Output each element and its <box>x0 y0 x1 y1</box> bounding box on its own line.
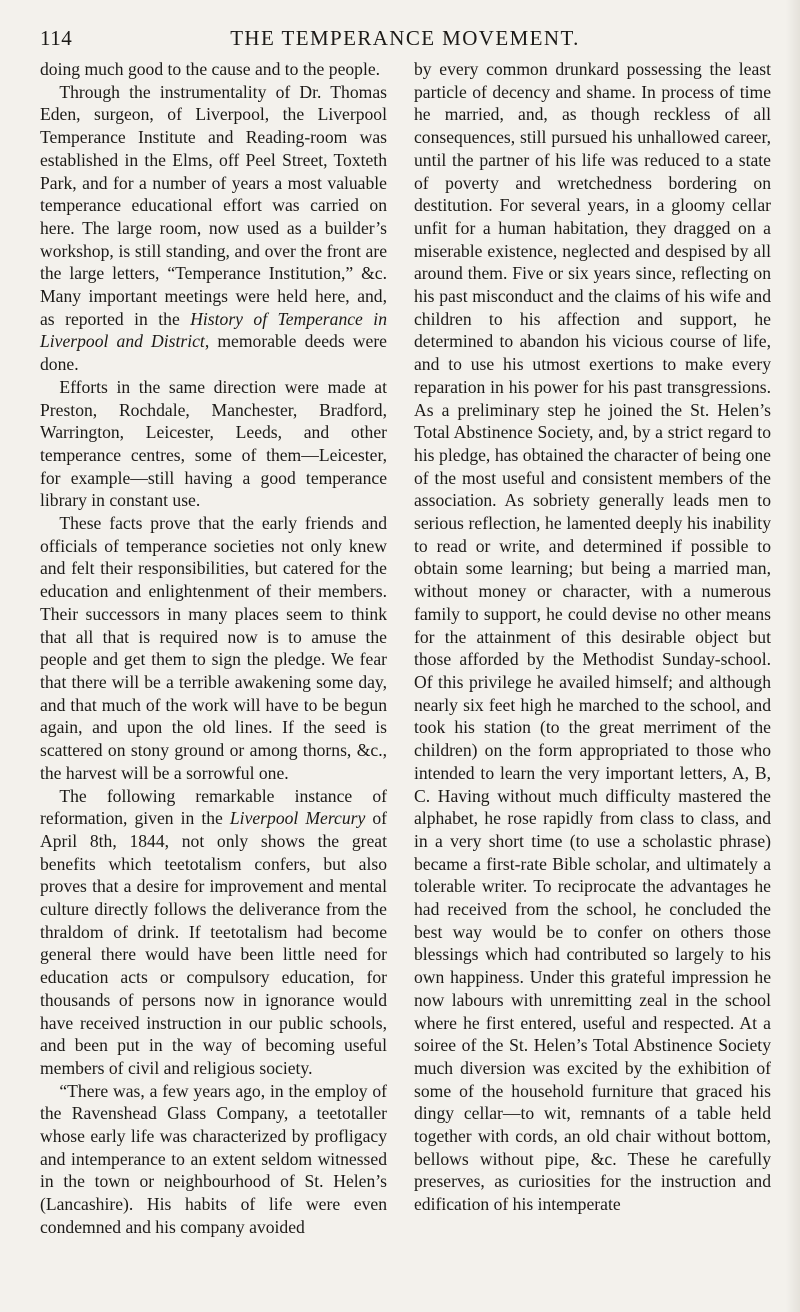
page-edge-shadow <box>786 0 800 1312</box>
left-column <box>40 58 387 1239</box>
text-run: of April 8th, 1844, not only shows the great benefits which teetotalism confers, but also proves that a desire for improvement and mental culture directly follows the deliverance from the thraldom of drink. If teetotalism had become general there would have been little need for education acts or compulsory education, for thousands of persons now in ignorance would have received instruction in our public schools, and been put in the way of becoming useful members of civil and religious society. <box>40 808 387 1078</box>
book-title-italic: History of Temperance in Liverpool and District <box>40 308 387 352</box>
paragraph: “There was, a few years ago, in the employ of the Ravenshead Glass Company, a teetotaller whose early life was characterized by profligacy and intemperance to an extent seldom witnessed in the town or neighbourhood of St. Helen’s (Lancashire). His habits of life were even condemned and his company avoided <box>40 1080 387 1237</box>
paragraph: by every common drunkard possessing the least particle of decency and shame. In process of time he married, and, as though reckless of all consequences, still pursued his unhallowed career, until the partner of his life was reduced to a state of poverty and wretchedness bordering on destitution. For several years, in a gloomy cellar unfit for a human habitation, they dragged on a miserable existence, neglected and despised by all around them. Five or six years since, reflecting on his past misconduct and the claims of his wife and children to his affection and support, he determined to abandon his vicious course of life, and to use his utmost exertions to make every reparation in his power for his past transgressions. As a preliminary step he joined the St. Helen’s Total Abstinence Society, and, by a strict regard to his pledge, has obtained the character of being one of the most useful and consistent members of the association. As sobriety generally leads men to serious reflection, he lamented deeply his inability to read or write, and determined if possible to obtain some learning; but being a married man, without money or character, with a numerous family to support, he could devise no other means for the attainment of this desirable object but those afforded by the Methodist Sunday-school. Of this privilege he availed himself; and although nearly six feet high he marched to the school, and took his station (to the great merriment of the children) on the form appropriated to those who intended to learn the very important letters, A, B, C. Having without much difficulty mastered the alphabet, he rose rapidly from class to class, and in a very short time (to use a scholastic phrase) became a first-rate Bible scholar, and ultimately a tolerable writer. To reciprocate the advantages he had received from the school, he concluded the best way would be to confer on others those blessings which had contributed so largely to his own happiness. Under this grateful impression he now labours with unremitting zeal in the school where he first entered, useful and respected. At a soiree of the St. Helen’s Total Abstinence Society much diversion was excited by the exhibition of some of the household furniture that graced his dingy cellar—to wit, remnants of a table held together with cords, an old chair without bottom, bellows without pipe, &c. These he carefully preserves, as curiosities for the instruction and edification of his intemperate <box>414 59 771 1215</box>
paragraph: These facts prove that the early friends and officials of temperance societies not only knew and felt their responsibilities, but catered for the education and enlightenment of their members. Their successors in many places seem to think that all that is required now is to amuse the people and get them to sign the pledge. We fear that there will be a terrible awakening some day, and that much of the work will have to be begun again, and upon the old lines. If the seed is scattered on stony ground or among thorns, &c., the harvest will be a sorrowful one. <box>40 513 387 783</box>
page-header <box>40 26 770 56</box>
page-number: 114 <box>40 26 73 50</box>
paragraph <box>40 81 387 376</box>
text-run: , memorable deeds were done. <box>40 331 387 375</box>
paragraph <box>40 785 387 1080</box>
running-title: THE TEMPERANCE MOVEMENT. <box>230 26 580 50</box>
right-column <box>414 58 771 1216</box>
text-run: Through the instrumentality of Dr. Thomas Eden, surgeon, of Liverpool, the Liverpool Temperance Institute and Reading-room was established in the Elms, off Peel Street, Toxteth Park, and for a number of years a most valuable temperance educational effort was carried on here. The large room, now used as a builder’s workshop, is still standing, and over the front are the large letters, “Temperance Institution,” &c. Many important meetings were held here, and, as reported in the <box>40 81 387 329</box>
newspaper-title-italic: Liverpool Mercury <box>229 808 366 829</box>
text-run: The following remarkable instance of reformation, given in the <box>40 785 387 829</box>
paragraph: Efforts in the same direction were made at Preston, Rochdale, Manchester, Bradford, Warrington, Leicester, Leeds, and other temperance centres, some of them—Leicester, for example—still having a good temperance library in constant use. <box>40 376 387 511</box>
paragraph: doing much good to the cause and to the people. <box>40 59 381 79</box>
